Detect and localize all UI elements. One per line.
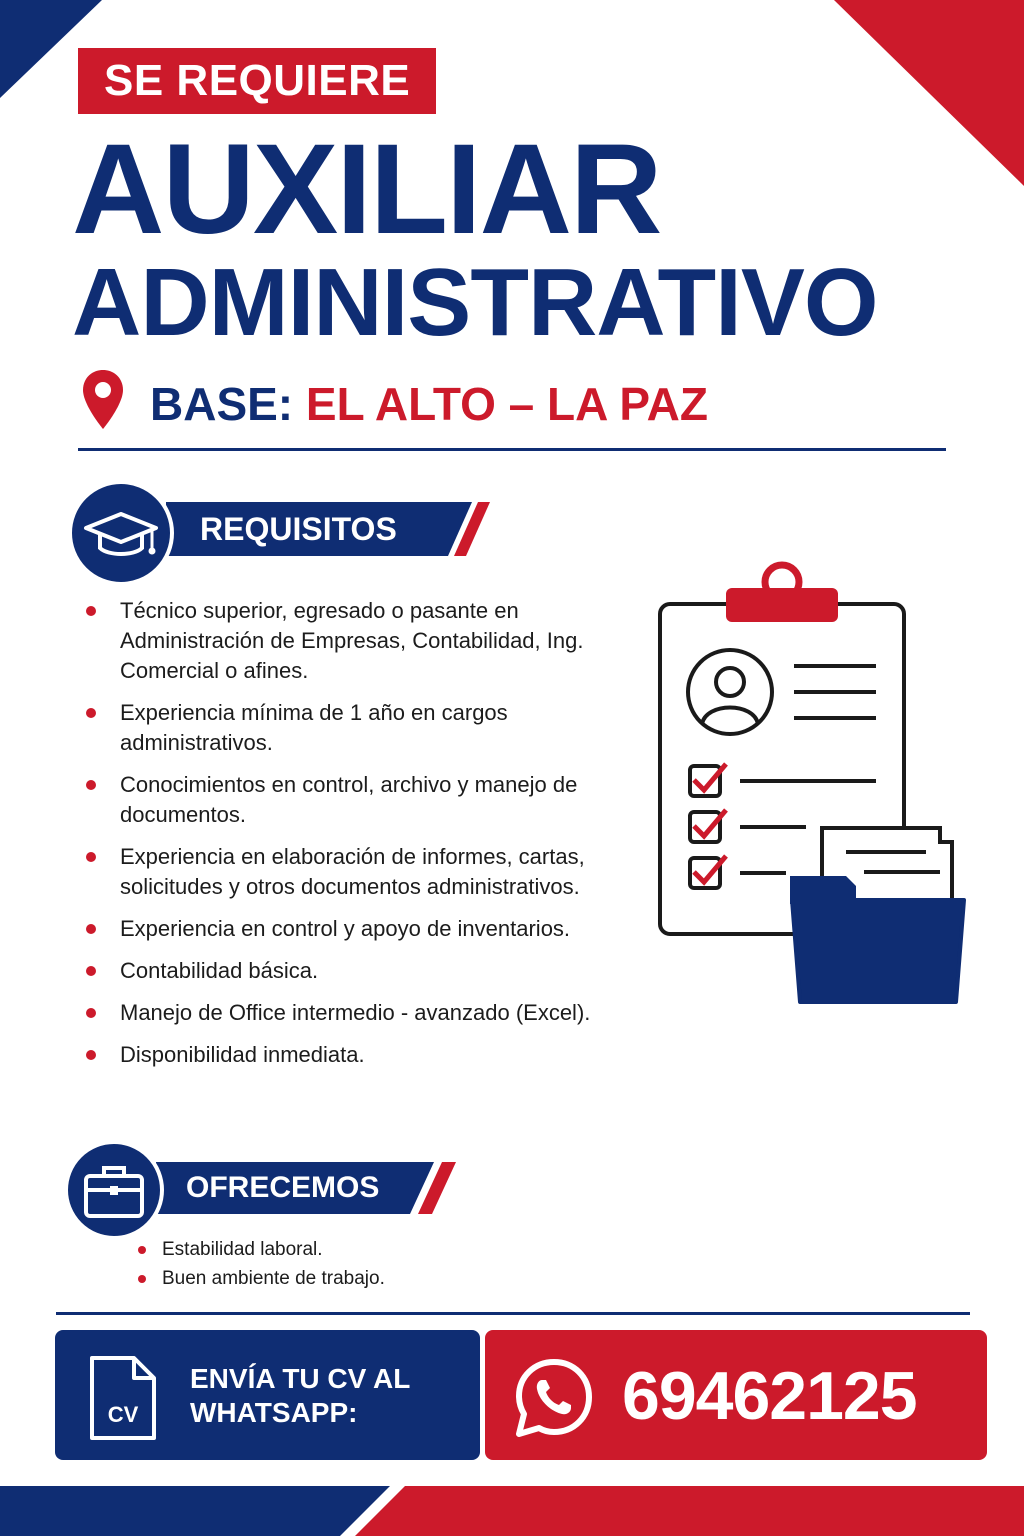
base-value: EL ALTO – LA PAZ: [305, 378, 709, 430]
list-item: Técnico superior, egresado o pasante en Administración de Empresas, Contabilidad, Ing. Comercial o afines.: [82, 596, 622, 686]
list-item: Manejo de Office intermedio - avanzado (Excel).: [82, 998, 622, 1028]
cv-icon-label: CV: [107, 1402, 139, 1427]
send-cv-text: [190, 1362, 410, 1430]
job-title-line1: AUXILIAR: [72, 118, 661, 261]
ofrecemos-heading: OFRECEMOS: [186, 1171, 380, 1204]
ofrecemos-icon-circle: [64, 1140, 164, 1240]
ofrecemos-banner: [156, 1162, 386, 1214]
ofrecemos-list: [136, 1235, 536, 1293]
list-item: Estabilidad laboral.: [136, 1235, 536, 1264]
list-item: Conocimientos en control, archivo y manejo de documentos.: [82, 770, 622, 830]
list-item: Buen ambiente de trabajo.: [136, 1264, 536, 1293]
header-divider: [78, 448, 946, 451]
whatsapp-icon: [512, 1356, 596, 1440]
footer-divider: [56, 1312, 970, 1315]
requisitos-banner: [166, 502, 436, 556]
location-pin-icon: [80, 368, 126, 432]
graduation-cap-icon: [72, 484, 170, 582]
cv-document-icon: [86, 1354, 160, 1444]
list-item: Experiencia mínima de 1 año en cargos administrativos.: [82, 698, 622, 758]
base-location: [150, 376, 708, 432]
job-title-line2: ADMINISTRATIVO: [72, 249, 878, 356]
clipboard-checklist-icon: [650, 560, 980, 1010]
bottom-stripe-decoration: [0, 1486, 1024, 1536]
list-item: Experiencia en control y apoyo de inventarios.: [82, 914, 622, 944]
list-item: Disponibilidad inmediata.: [82, 1040, 622, 1070]
briefcase-icon: [68, 1144, 160, 1236]
requisitos-icon-circle: [68, 480, 174, 586]
base-label: BASE:: [150, 378, 294, 430]
list-item: Experiencia en elaboración de informes, cartas, solicitudes y otros documentos administrativos.: [82, 842, 622, 902]
se-requiere-badge: SE REQUIERE: [78, 48, 436, 114]
requisitos-list: [82, 596, 622, 1082]
requisitos-heading: REQUISITOS: [200, 511, 397, 547]
send-cv-line1: ENVÍA TU CV AL: [190, 1363, 411, 1394]
corner-decoration-top-right: [834, 0, 1024, 190]
list-item: Contabilidad básica.: [82, 956, 622, 986]
whatsapp-phone-number: 69462125: [622, 1358, 917, 1434]
send-cv-line2: WHATSAPP:: [190, 1397, 358, 1428]
